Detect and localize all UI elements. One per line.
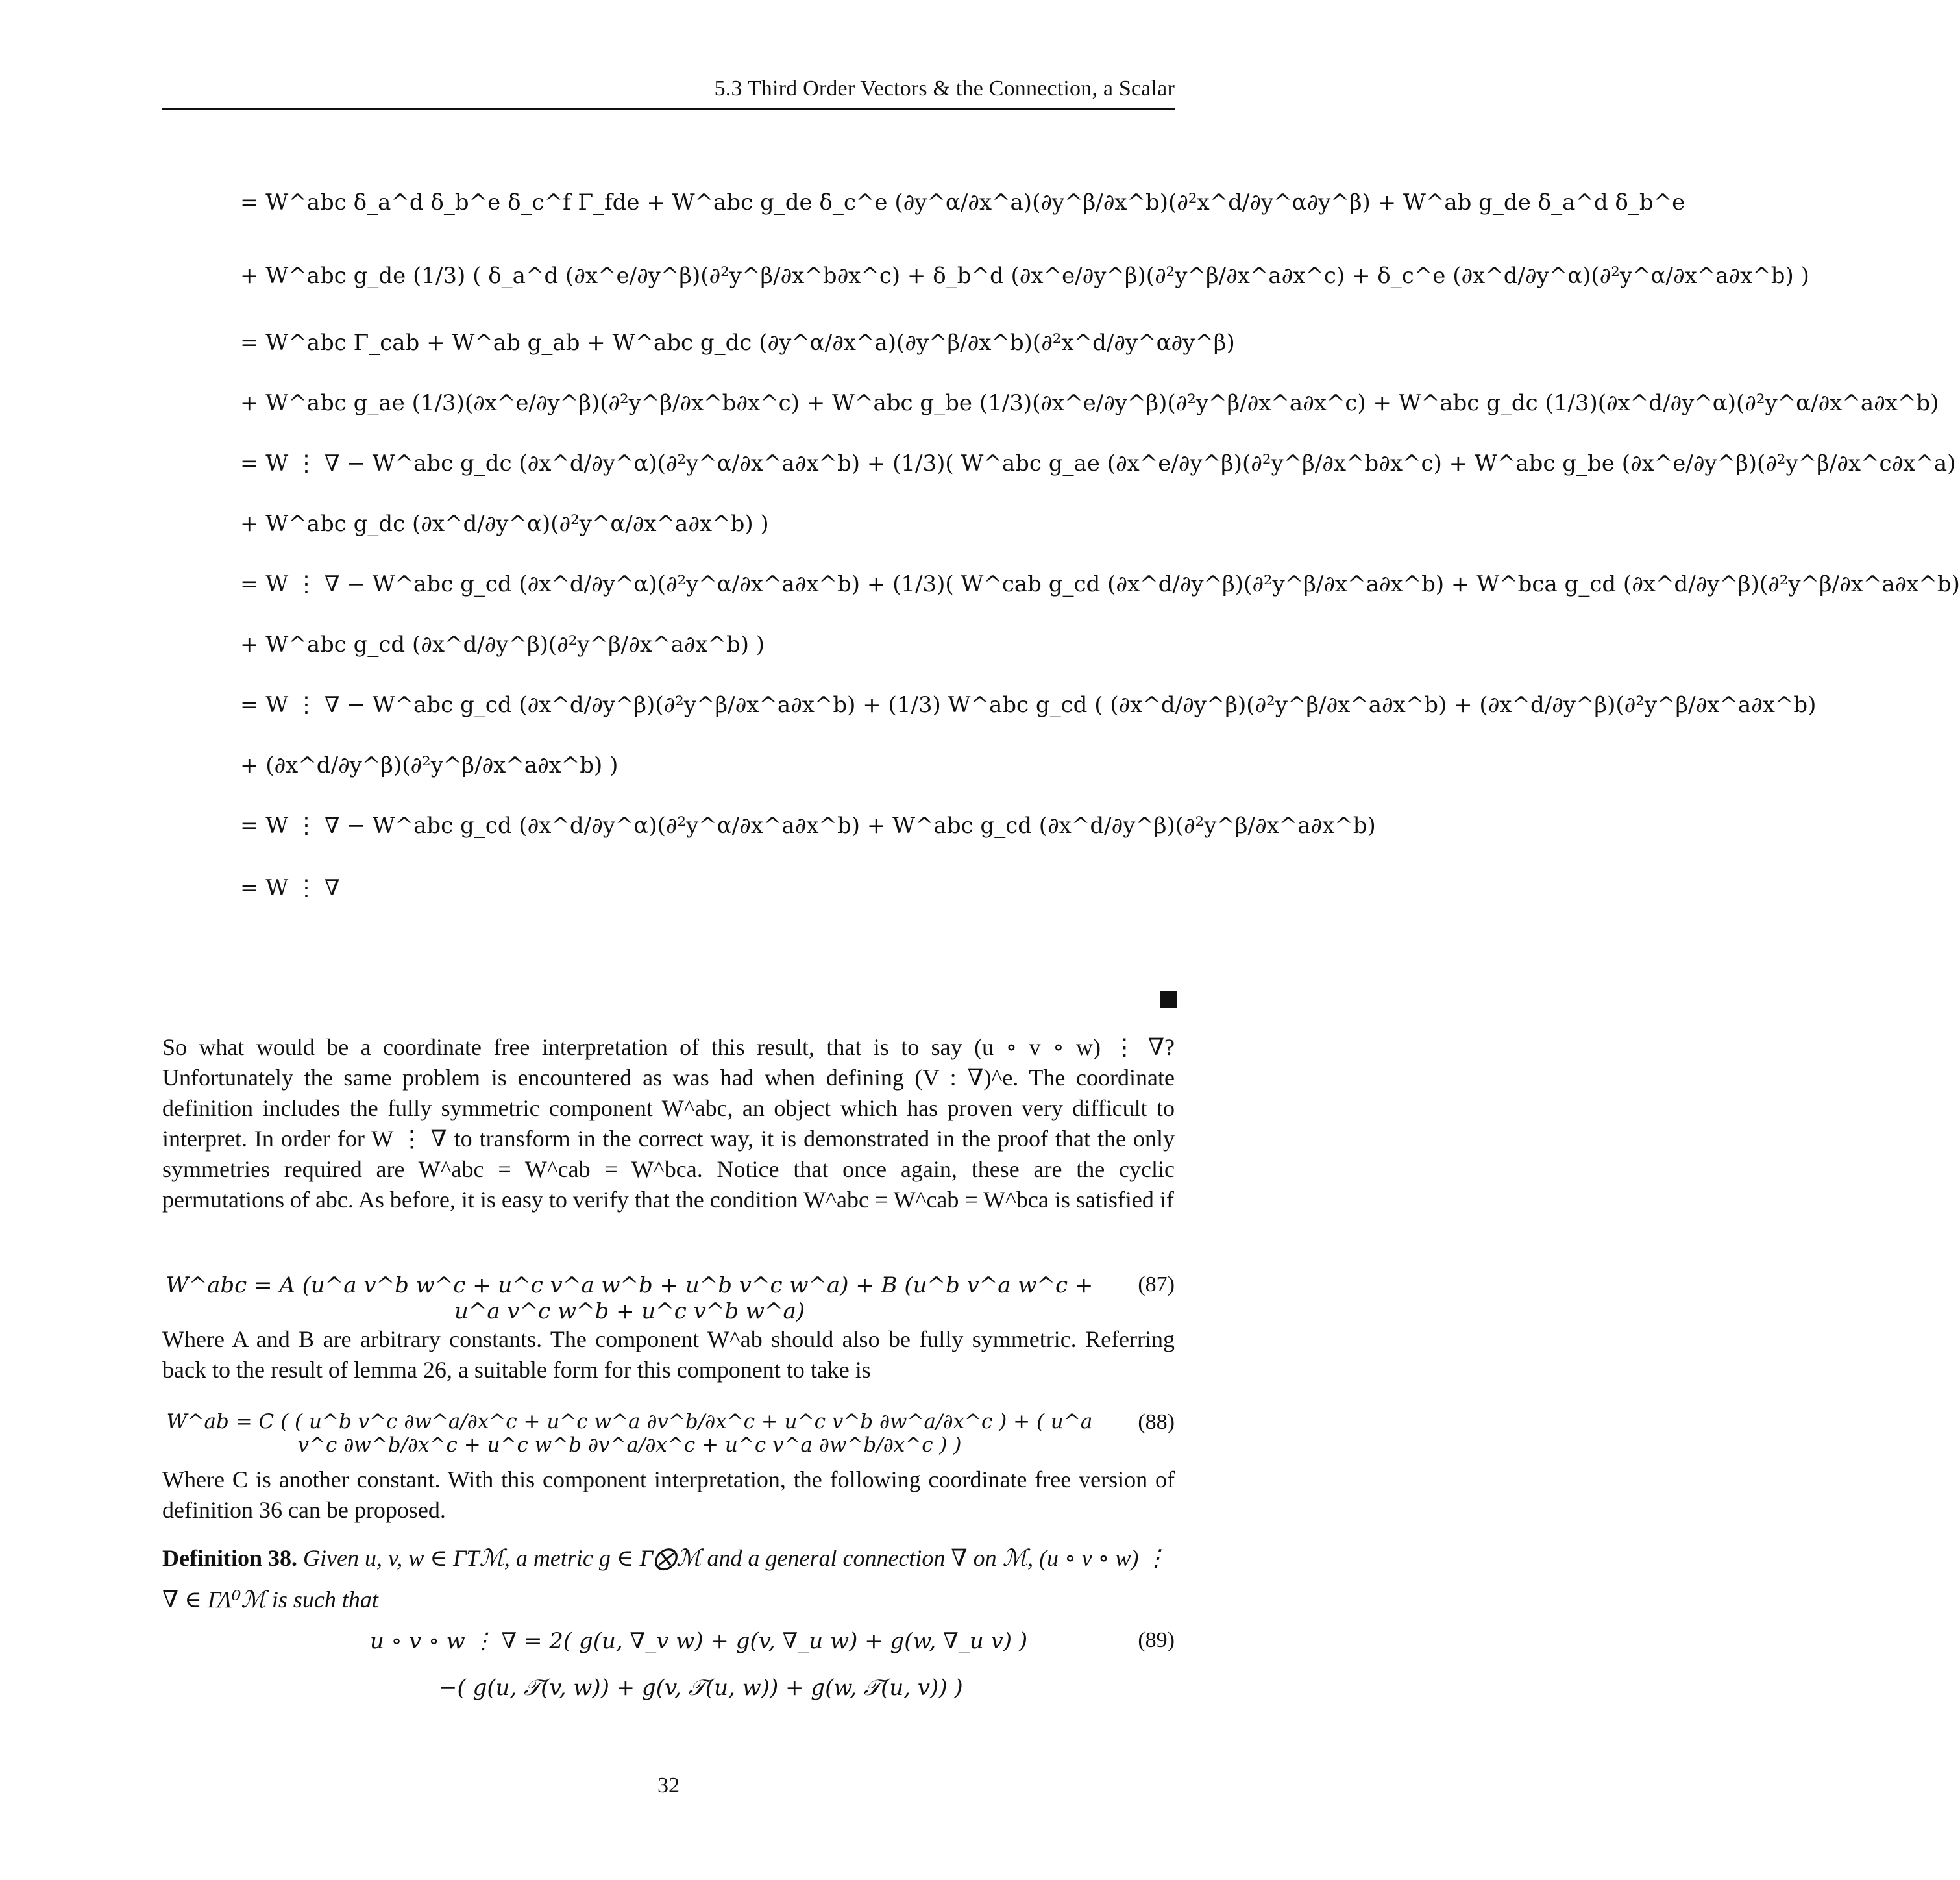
derivation-text: = W ⋮ ∇ − W^abc g_cd (∂x^d/∂y^α)(∂²y^α/∂x^a∂x^b) + (1/3)( W^cab g_cd (∂x^d/∂y^β)(∂²y^β/∂x^a∂x^b) + W^bca g_cd (∂x^d/∂y^β)(∂²y^β/∂x^a∂x^b) (240, 571, 1960, 597)
equation-line-2: −( g(u, 𝒯(v, w)) + g(v, 𝒯(u, w)) + g(w, 𝒯(u, v)) ) (439, 1675, 963, 1701)
definition-text: Given u, v, w ∈ ΓTℳ, a metric g ∈ Γ⨂ℳ and a general connection ∇ on ℳ, (u ∘ v ∘ w) ⋮ ∇ ∈ ΓΛ⁰ℳ is such that (162, 1545, 1168, 1613)
derivation-line (240, 239, 1809, 312)
paragraph: So what would be a coordinate free interpretation of this result, that is to say (u ∘ v ∘ w) ⋮ ∇? Unfortunately the same problem is encountered as was had when defining (V : ∇)^e. The coordinate definition includes the fully symmetric component W^abc, an object which has proven very difficult to interpret. In order for W ⋮ ∇ to transform in the correct way, it is demonstrated in the proof that the only symmetries required are W^abc = W^cab = W^bca. Notice that once again, these are the cyclic permutations of abc. As before, it is easy to verify that the condition W^abc = W^cab = W^bca is satisfied if (162, 1034, 1175, 1213)
equation-number: (87) (1138, 1272, 1175, 1296)
derivation-text: = W ⋮ ∇ (240, 875, 340, 901)
paragraph: Where A and B are arbitrary constants. The component W^ab should also be fully symmetric. Referring back to the result of lemma 26, a suitable form for this component to take is (162, 1326, 1175, 1383)
derivation-text: = W^abc Γ_cab + W^ab g_ab + W^abc g_dc (∂y^α/∂x^a)(∂y^β/∂x^b)(∂²x^d/∂y^α∂y^β) (240, 329, 1235, 356)
page-number: 32 (657, 1774, 680, 1798)
derivation-text: = W ⋮ ∇ − W^abc g_dc (∂x^d/∂y^α)(∂²y^α/∂x^a∂x^b) + (1/3)( W^abc g_ae (∂x^e/∂y^β)(∂²y^β/∂x^b∂x^c) + W^abc g_be (∂x^e/∂y^β)(∂²y^β/∂x^c∂x^a) (240, 450, 1956, 476)
equation-formula: W^ab = C ( ( u^b v^c ∂w^a/∂x^c + u^c w^a ∂v^b/∂x^c + u^c v^b ∂w^a/∂x^c ) + ( u^a v^c ∂w^b/∂x^c + u^c w^b ∂v^a/∂x^c + u^c v^a ∂w^b/∂x^c ) ) (166, 1410, 1093, 1457)
paragraph: Where C is another constant. With this component interpretation, the following coordinate free version of definition 36 can be proposed. (162, 1466, 1175, 1523)
derivation-text: = W ⋮ ∇ − W^abc g_cd (∂x^d/∂y^α)(∂²y^α/∂x^a∂x^b) + W^abc g_cd (∂x^d/∂y^β)(∂²y^β/∂x^a∂x^b) (240, 812, 1376, 839)
running-head: 5.3 Third Order Vectors & the Connection, a Scalar (714, 77, 1175, 101)
equation-number: (88) (1138, 1410, 1175, 1434)
derivation-line (240, 493, 1175, 554)
derivation-text: + W^abc g_cd (∂x^d/∂y^β)(∂²y^β/∂x^a∂x^b) ) (240, 631, 765, 658)
derivation-line (240, 312, 1235, 373)
derivation-line (240, 433, 1956, 493)
derivation-line (240, 795, 1376, 856)
derivation-line (240, 614, 1175, 674)
header-rule (162, 108, 1175, 110)
derivation-text: + W^abc g_de (1/3) ( δ_a^d (∂x^e/∂y^β)(∂²y^β/∂x^b∂x^c) + δ_b^d (∂x^e/∂y^β)(∂²y^β/∂x^a∂x^c) + δ_c^e (∂x^d/∂y^α)(∂²y^α/∂x^a∂x^b) ) (240, 262, 1809, 289)
derivation-line (240, 735, 1175, 795)
qed-square (1160, 991, 1177, 1008)
derivation-block (240, 166, 1960, 921)
derivation-text: = W ⋮ ∇ − W^abc g_cd (∂x^d/∂y^β)(∂²y^β/∂x^a∂x^b) + (1/3) W^abc g_cd ( (∂x^d/∂y^β)(∂²y^β/∂x^a∂x^b) + (∂x^d/∂y^β)(∂²y^β/∂x^a∂x^b) (240, 691, 1817, 718)
derivation-text: + W^abc g_ae (1/3)(∂x^e/∂y^β)(∂²y^β/∂x^b∂x^c) + W^abc g_be (1/3)(∂x^e/∂y^β)(∂²y^β/∂x^a∂x^c) + W^abc g_dc (1/3)(∂x^d/∂y^α)(∂²y^α/∂x^a∂x^b) (240, 390, 1939, 416)
derivation-text: + W^abc g_dc (∂x^d/∂y^α)(∂²y^α/∂x^a∂x^b) ) (240, 510, 769, 537)
derivation-text: + (∂x^d/∂y^β)(∂²y^β/∂x^a∂x^b) ) (240, 752, 619, 778)
definition-label: Definition 38. (162, 1545, 298, 1571)
derivation-line (240, 554, 1960, 614)
derivation-line (240, 166, 1685, 239)
equation-number: (89) (1138, 1628, 1175, 1652)
derivation-line (240, 856, 1175, 921)
derivation-line (240, 373, 1939, 433)
definition-38 (162, 1537, 1175, 1620)
derivation-text: = W^abc δ_a^d δ_b^e δ_c^f Γ_fde + W^abc g_de δ_c^e (∂y^α/∂x^a)(∂y^β/∂x^b)(∂²x^d/∂y^α∂y^β) + W^ab g_de δ_a^d δ_b^e (240, 189, 1685, 216)
derivation-line (240, 674, 1817, 735)
equation-formula: W^abc = A (u^a v^b w^c + u^c v^a w^b + u^b v^c w^a) + B (u^b v^a w^c + u^a v^c w^b + u^c v^b w^a) (165, 1272, 1094, 1324)
equation-line-1: u ∘ v ∘ w ⋮ ∇ = 2( g(u, ∇_v w) + g(v, ∇_u w) + g(w, ∇_u v) ) (370, 1628, 1028, 1654)
